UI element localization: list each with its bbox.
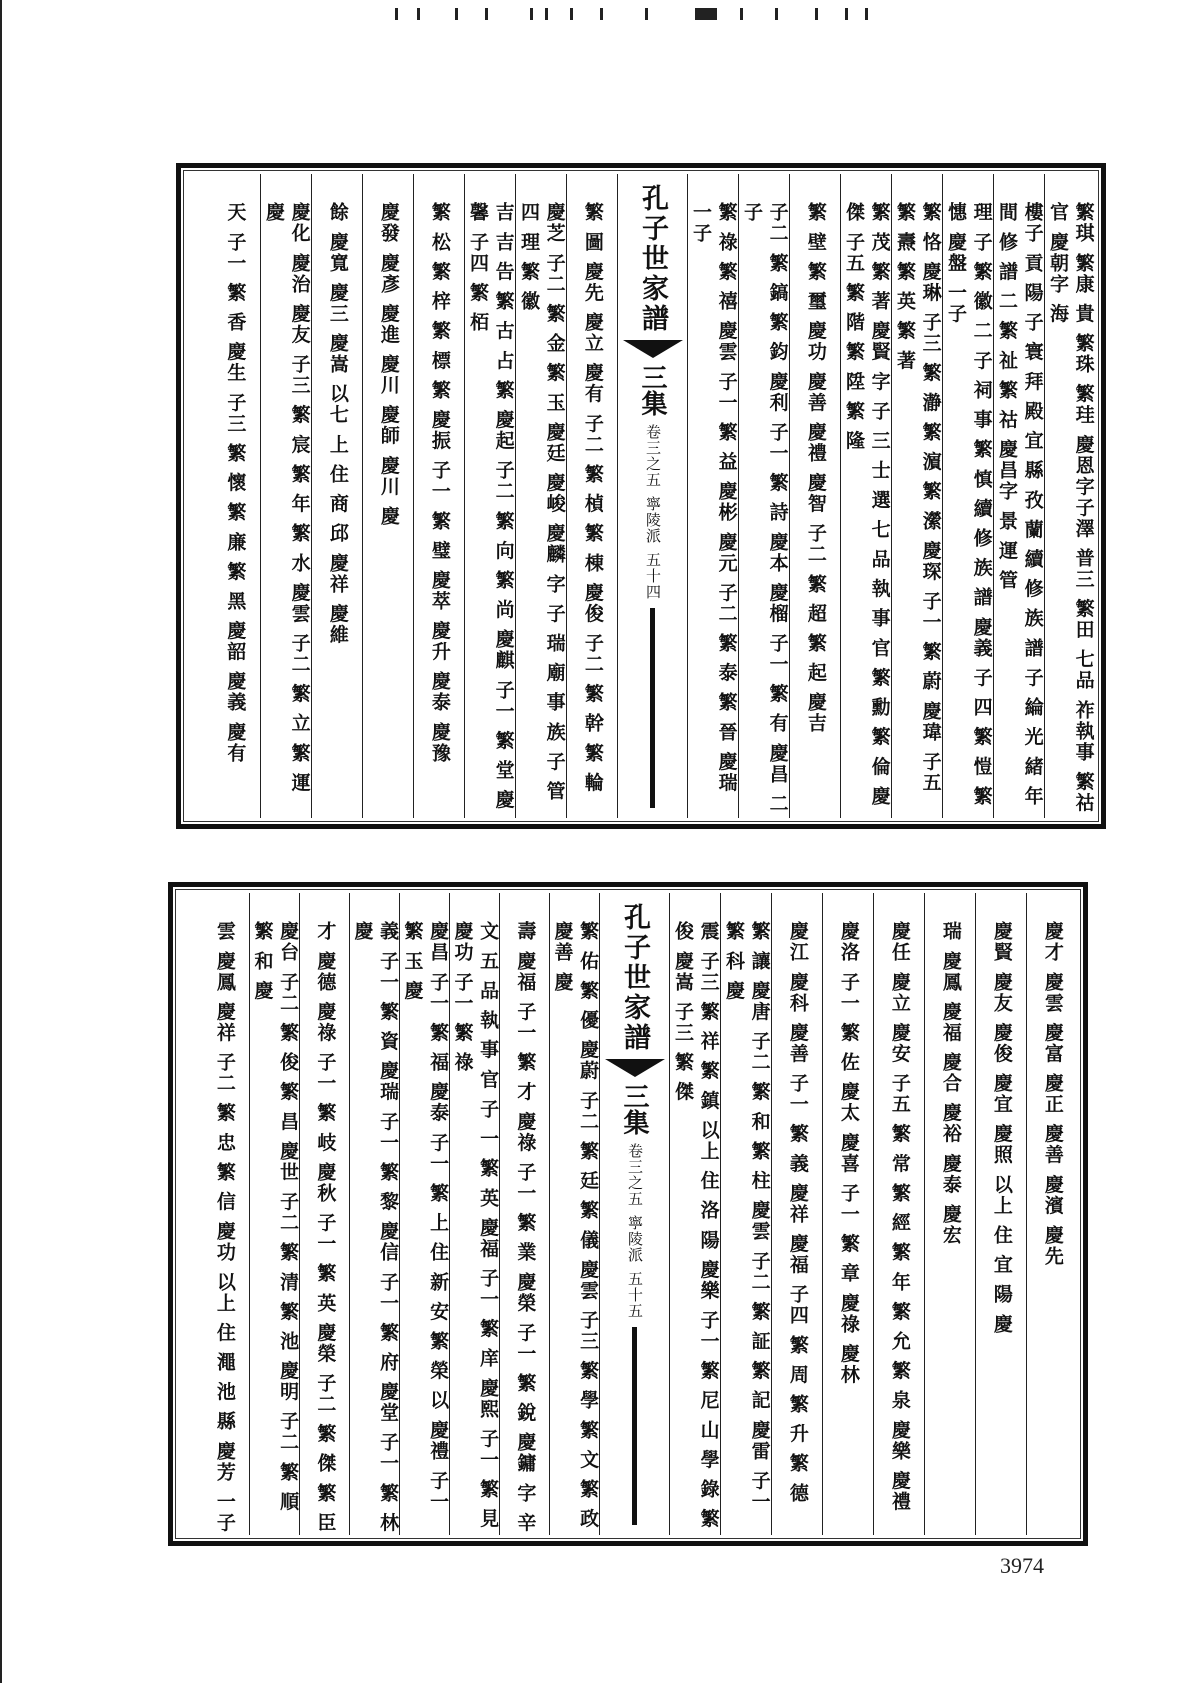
text-column: 理 子 繁 徽 二 子 祠 事 繁 慎 續 修 族 譜 慶義 子 四 繁 愷 繁 憓 慶盤 一子 xyxy=(942,174,993,818)
fishtail-mark xyxy=(623,340,683,358)
text-column: 壽 慶福 子一 繁 才 慶祿 子一 繁 業 慶榮 子一 繁 銳 慶鏞 字 辛 xyxy=(499,893,549,1535)
page-number: 3974 xyxy=(1000,1553,1044,1578)
book-title: 孔子世家譜 xyxy=(619,903,650,1053)
text-column: 慶賢 慶友 慶俊 慶宜 慶照 以上 住 宜 陽 慶 xyxy=(975,893,1026,1535)
center-title-column xyxy=(599,893,669,1535)
genealogy-page-55 xyxy=(168,882,1088,1546)
genealogy-page-54 xyxy=(176,163,1106,829)
text-column: 慶任 慶立 慶安 子五 繁 常 繁 經 繁 年 繁 允 繁 泉 慶樂 慶禮 xyxy=(873,893,924,1535)
volume-label: 卷三之五 xyxy=(626,1143,644,1207)
top-scan-marks xyxy=(395,8,935,22)
text-column: 繁 松 繁 梓 繁 標 繁 慶振 子一 繁 璧 慶萃 慶升 慶泰 慶豫 xyxy=(413,174,464,818)
text-column: 慶發 慶彥 慶進 慶川 慶師 慶川 慶 xyxy=(362,174,413,818)
text-column: 慶江 慶科 慶善 子一 繁 義 慶祥 慶福 子四 繁 周 繁 升 繁 德 xyxy=(771,893,822,1535)
text-column: 天 子一 繁 香 慶生 子三 繁 懷 繁 廉 繁 黑 慶韶 慶義 慶有 xyxy=(224,202,247,764)
collection-label: 三集 xyxy=(637,364,667,416)
text-column: 繁 茂 繁 著 慶賢 字 子 三 士 選 七 品 執 事 官 繁 勳 繁 倫 慶傑 子五 繁 階 繁 陞 繁 隆 xyxy=(840,174,891,818)
text-column: 繁 祿 繁 禧 慶雲 子一 繁 益 慶彬 慶元 子二 繁 泰 繁 晉 慶瑞 一子 xyxy=(687,174,738,818)
text-column: 震 子三 繁 祥 繁 鎮 以上 住 洛 陽 慶樂 子一 繁 尼 山 學 錄 繁 俊 慶嵩 子三 繁 傑 xyxy=(669,893,720,1535)
folio-number: 五十四 xyxy=(644,552,662,600)
branch-label: 寧陵派 xyxy=(644,496,662,544)
folio-number: 五十五 xyxy=(626,1271,644,1319)
text-column: 子二 繁 鎬 繁 鈞 慶利 子一 繁 詩 慶本 慶榴 子一 繁 有 慶昌 二子 xyxy=(738,174,789,818)
text-column: 雲 慶鳳 慶祥 子二 繁 忠 繁 信 慶功 以上 住 澠 池 縣 慶芳 一子 xyxy=(213,921,236,1534)
text-column: 義 子一 繁 資 慶瑞 子一 繁 黎 慶信 子一 繁 府 慶堂 子一 繁 林 慶 xyxy=(349,893,399,1535)
text-column: 繁 佑 繁 優 慶蔚 子二 繁 廷 繁 儀 慶雲 子三 繁 學 繁 文 繁 政 慶善 慶 xyxy=(549,893,599,1535)
text-column: 慶芝 子二 繁 金 繁 玉 慶廷 慶峻 慶麟 字 子 瑞 廟 事 族 子 管 四 理 繁 徽 xyxy=(515,174,566,818)
center-bar xyxy=(650,608,655,808)
text-column: 繁琪 繁康 貴 繁珠 繁珪 慶恩字子澤 普三 繁田 七品 祚執事 繁祜 官 慶朝字 海 xyxy=(1044,174,1095,818)
center-title-column xyxy=(617,174,687,818)
text-column: 吉 吉 告 繁 古 占 繁 慶起 子二 繁 向 繁 尚 慶麒 子一 繁 堂 慶馨 子四 繁 栢 xyxy=(464,174,515,818)
text-column: 才 慶德 慶祿 子一 繁 岐 慶秋 子一 繁 英 慶榮 子二 繁 傑 繁 臣 xyxy=(299,893,349,1535)
fishtail-mark xyxy=(605,1059,665,1077)
text-column: 慶化 慶治 慶友 子三 繁 宸 繁 年 繁 水 慶雲 子二 繁 立 繁 運 慶 xyxy=(260,174,311,818)
text-column: 繁 恪 慶琳 子三 繁 瀞 繁 濵 繁 瀠 慶琛 子一 繁 蔚 慶瑋 子五 繁 燾 繁 英 繁 著 xyxy=(891,174,942,818)
text-column: 慶洛 子一 繁 佐 慶太 慶喜 子一 繁 章 慶祿 慶林 xyxy=(822,893,873,1535)
text-column: 繁 壁 繁 璽 慶功 慶善 慶禮 慶智 子二 繁 超 繁 起 慶吉 xyxy=(789,174,840,818)
collection-label: 三集 xyxy=(619,1083,649,1135)
text-column: 餘 慶寬 慶三 慶嵩 以七 上 住 商 邱 慶祥 慶維 xyxy=(311,174,362,818)
text-column: 樓子 貢 陽 子 寰 拜 殿 宜 縣 孜 蘭 續 修 族 譜 子 綸 光 緒 年 間 修 譜 二 繁 祉 繁 祜 慶昌字 景 運 管 xyxy=(993,174,1044,818)
text-column: 文 五 品 執 事 官 子 一 繁 英 慶福 子一 繁 庠 慶熙 子一 繁 見 慶功 子一 繁 祿 xyxy=(449,893,499,1535)
text-column: 慶台 子二 繁 俊 繁 昌 慶世 子二 繁 清 繁 池 慶明 子二 繁 順 繁 和 慶 xyxy=(249,893,299,1535)
branch-label: 寧陵派 xyxy=(626,1215,644,1263)
text-column: 瑞 慶鳳 慶福 慶合 慶裕 慶泰 慶宏 xyxy=(924,893,975,1535)
text-column: 繁 圖 慶先 慶立 慶有 子二 繁 楨 繁 棟 慶俊 子二 繁 幹 繁 輪 xyxy=(566,174,617,818)
scan-edge-line xyxy=(0,0,2,1683)
volume-label: 卷三之五 xyxy=(644,424,662,488)
text-column: 慶昌 子一 繁 福 慶泰 子一 繁 上 住 新 安 繁 榮 以 慶禮 子一 繁 玉 慶 xyxy=(399,893,449,1535)
text-column: 繁 讓 慶唐 子二 繁 和 繁 柱 慶雲 子二 繁 証 繁 記 慶雷 子一 繁 科 慶 xyxy=(720,893,771,1535)
book-title: 孔子世家譜 xyxy=(637,184,668,334)
text-column: 慶才 慶雲 慶富 慶正 慶善 慶濱 慶先 xyxy=(1026,893,1077,1535)
center-bar xyxy=(632,1327,637,1525)
